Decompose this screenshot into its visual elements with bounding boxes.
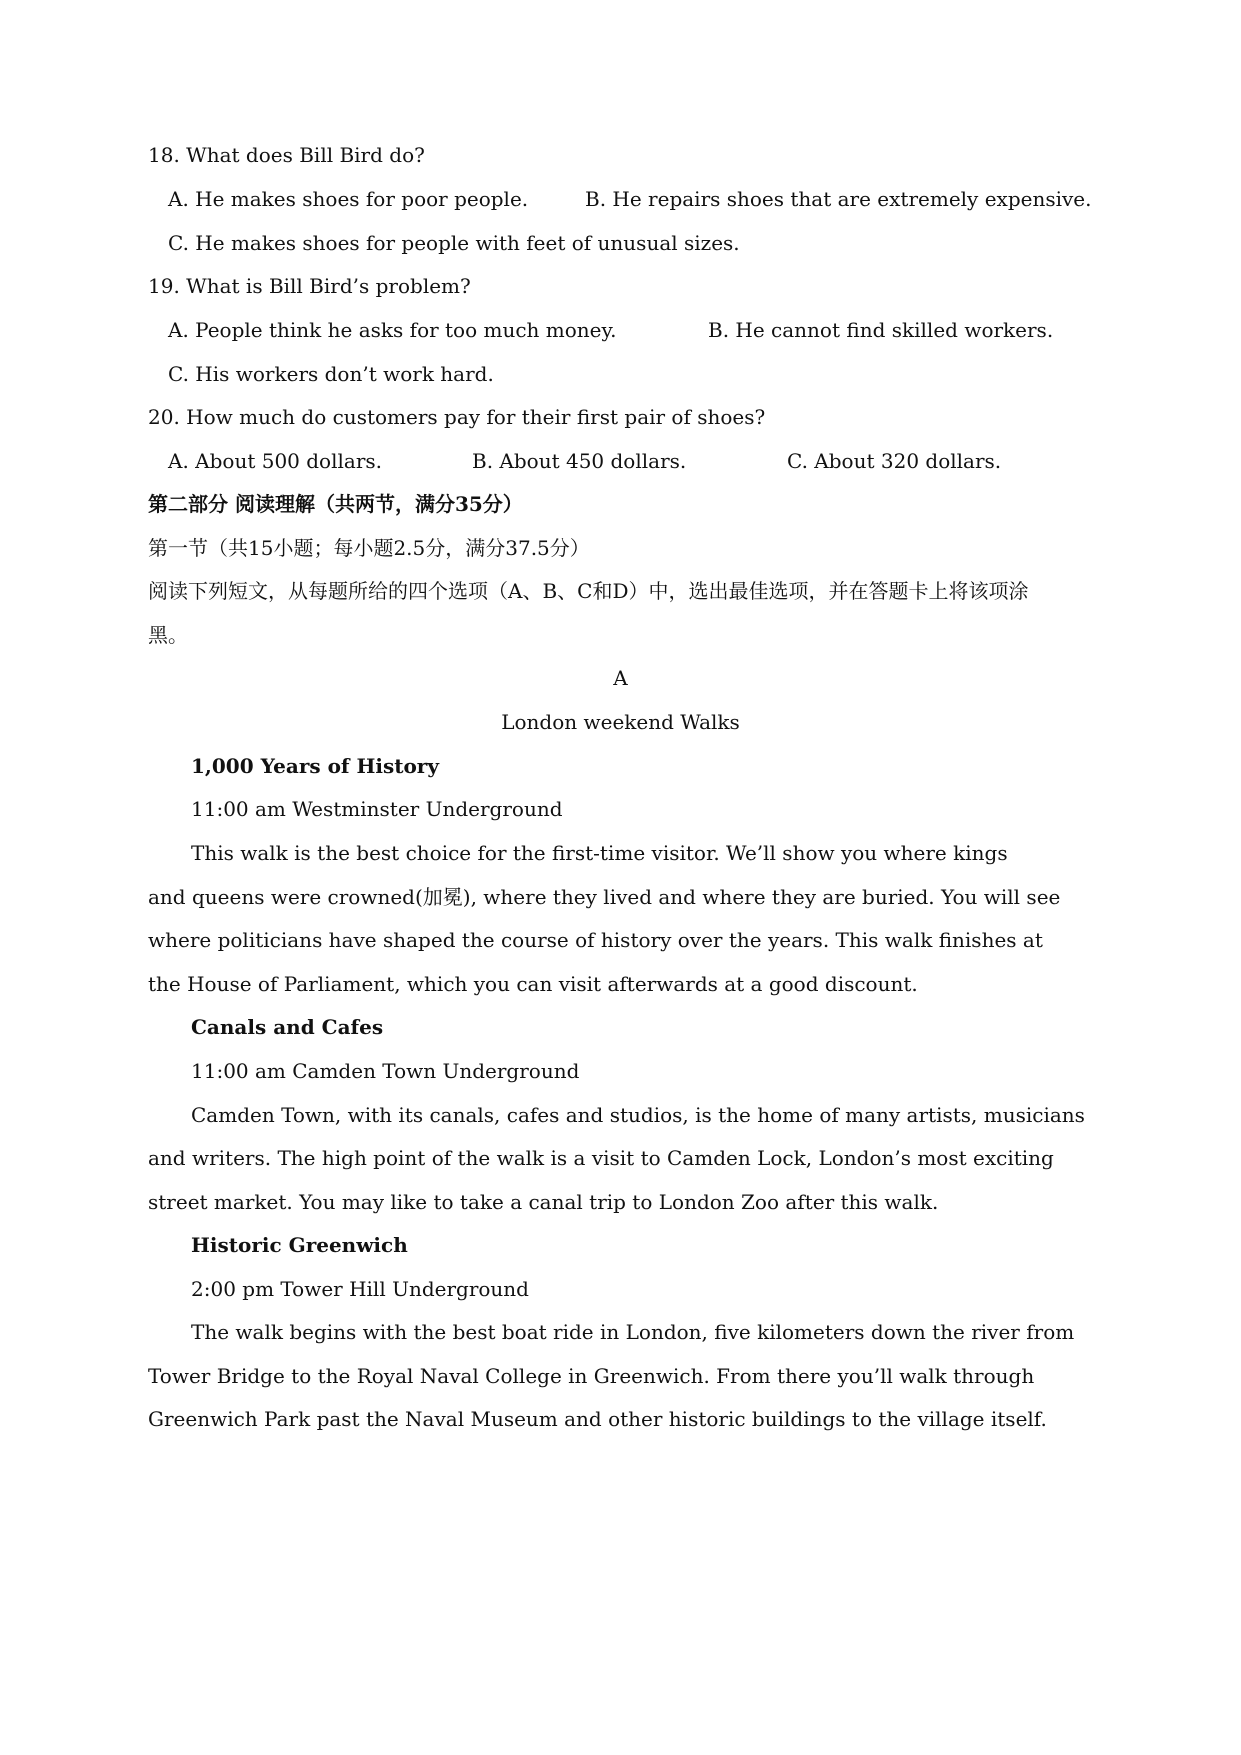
- walk-1-line-3: where politicians have shaped the course of history over the years. This walk finishes at: [148, 928, 1043, 952]
- walk-3-line-1: The walk begins with the best boat ride in London, five kilometers down the river from: [191, 1320, 1075, 1344]
- walk-3-heading: Historic Greenwich: [191, 1233, 408, 1257]
- walk-3-line-3: Greenwich Park past the Naval Museum and other historic buildings to the village itself.: [148, 1407, 1047, 1431]
- question-20-option-b: B. About 450 dollars.: [472, 449, 687, 473]
- question-18-option-a: A. He makes shoes for poor people.: [168, 187, 529, 211]
- passage-letter: A: [613, 666, 628, 690]
- walk-1-line-1: This walk is the best choice for the first-time visitor. We’ll show you where kings: [191, 841, 1008, 865]
- instruction-line-2: 黑。: [148, 623, 188, 647]
- walk-3-time-place: 2:00 pm Tower Hill Underground: [191, 1277, 529, 1301]
- question-20-stem: 20. How much do customers pay for their first pair of shoes?: [148, 405, 766, 429]
- question-18-stem: 18. What does Bill Bird do?: [148, 143, 425, 167]
- walk-1-line-2: and queens were crowned(加冕), where they lived and where they are buried. You will see: [148, 885, 1061, 909]
- walk-2-line-2: and writers. The high point of the walk is a visit to Camden Lock, London’s most exciting: [148, 1146, 1054, 1170]
- question-20-option-a: A. About 500 dollars.: [168, 449, 382, 473]
- walk-1-time-place: 11:00 am Westminster Underground: [191, 797, 563, 821]
- walk-2-heading: Canals and Cafes: [191, 1015, 384, 1039]
- subsection-title: 第一节（共15小题；每小题2.5分，满分37.5分）: [148, 536, 590, 560]
- walk-3-line-2: Tower Bridge to the Royal Naval College in Greenwich. From there you’ll walk through: [148, 1364, 1035, 1388]
- question-20-option-c: C. About 320 dollars.: [787, 449, 1002, 473]
- question-18-option-b: B. He repairs shoes that are extremely expensive.: [585, 187, 1092, 211]
- part-title: 第二部分 阅读理解（共两节，满分35分）: [148, 492, 523, 516]
- walk-2-line-1: Camden Town, with its canals, cafes and studios, is the home of many artists, musicians: [191, 1103, 1085, 1127]
- instruction-line-1: 阅读下列短文，从每题所给的四个选项（A、B、C和D）中，选出最佳选项，并在答题卡上将该项涂: [148, 579, 1029, 603]
- walk-1-heading: 1,000 Years of History: [191, 754, 439, 778]
- walk-1-line-4: the House of Parliament, which you can visit afterwards at a good discount.: [148, 972, 918, 996]
- question-19-stem: 19. What is Bill Bird’s problem?: [148, 274, 471, 298]
- question-19-option-a: A. People think he asks for too much money.: [168, 318, 617, 342]
- question-19-option-c: C. His workers don’t work hard.: [168, 362, 494, 386]
- question-19-option-b: B. He cannot find skilled workers.: [708, 318, 1054, 342]
- passage-title: London weekend Walks: [501, 710, 740, 734]
- question-18-option-c: C. He makes shoes for people with feet of unusual sizes.: [168, 231, 740, 255]
- walk-2-line-3: street market. You may like to take a canal trip to London Zoo after this walk.: [148, 1190, 939, 1214]
- walk-2-time-place: 11:00 am Camden Town Underground: [191, 1059, 580, 1083]
